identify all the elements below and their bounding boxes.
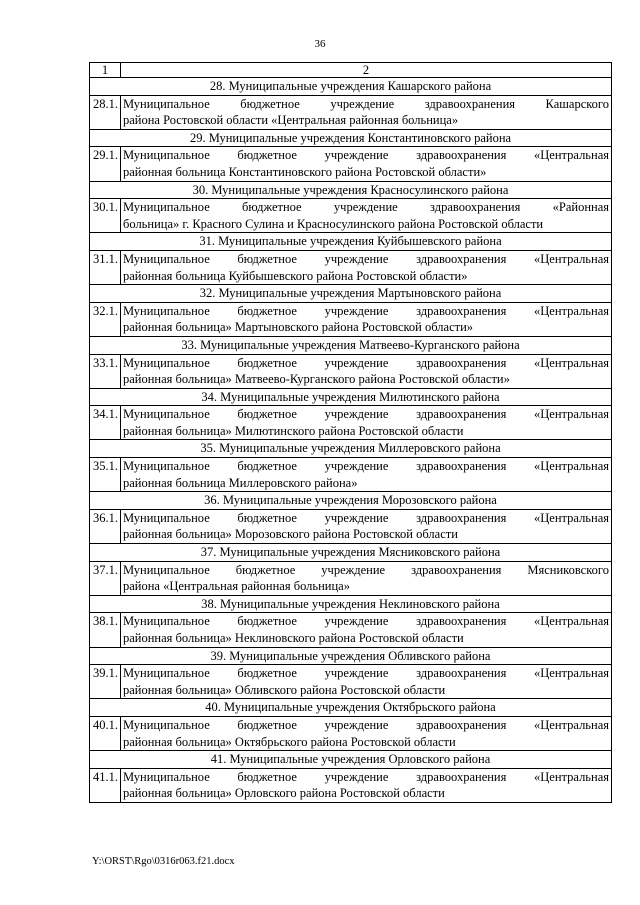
institution-name-line-1: Муниципальное бюджетное учреждение здравоохранения «Центральная: [123, 510, 609, 525]
institution-name-line-1: Муниципальное бюджетное учреждение здравоохранения «Центральная: [123, 303, 609, 318]
institution-name: [121, 613, 612, 647]
institution-name-line-1: Муниципальное бюджетное учреждение здравоохранения «Центральная: [123, 355, 609, 370]
institution-name: [121, 354, 612, 388]
section-title-row: [90, 129, 612, 147]
item-number: 29.1.: [90, 147, 121, 181]
section-title-row: [90, 440, 612, 458]
table-row: [90, 147, 612, 181]
institution-name-line-1: Муниципальное бюджетное учреждение здравоохранения «Центральная: [123, 251, 609, 266]
table-row: [90, 509, 612, 543]
section-title-row: [90, 751, 612, 769]
section-title-row: [90, 544, 612, 562]
section-title: 33. Муниципальные учреждения Матвеево-Курганского района: [90, 336, 612, 354]
institution-name: [121, 302, 612, 336]
institution-name: [121, 768, 612, 802]
table-row: [90, 199, 612, 233]
table-row: [90, 716, 612, 750]
section-title: 37. Муниципальные учреждения Мясниковского района: [90, 544, 612, 562]
institution-name-line-2: районная больница Миллеровского района»: [123, 475, 358, 490]
table-row: [90, 458, 612, 492]
section-title: 32. Муниципальные учреждения Мартыновского района: [90, 285, 612, 303]
institution-name-line-2: районная больница» Матвеево-Курганского района Ростовской области»: [123, 372, 510, 387]
section-title-row: [90, 492, 612, 510]
section-title: 30. Муниципальные учреждения Красносулинского района: [90, 181, 612, 199]
item-number: 30.1.: [90, 199, 121, 233]
section-title: 34. Муниципальные учреждения Милютинского района: [90, 388, 612, 406]
item-number: 28.1.: [90, 95, 121, 129]
section-title: 38. Муниципальные учреждения Неклиновского района: [90, 595, 612, 613]
section-title-row: [90, 181, 612, 199]
institution-name: [121, 509, 612, 543]
section-title-row: [90, 699, 612, 717]
item-number: 33.1.: [90, 354, 121, 388]
table-row: [90, 613, 612, 647]
table-row: [90, 768, 612, 802]
institution-name-line-2: больница» г. Красного Сулина и Красносулинского района Ростовской области: [123, 216, 544, 231]
item-number: 37.1.: [90, 561, 121, 595]
institution-name: [121, 406, 612, 440]
item-number: 32.1.: [90, 302, 121, 336]
institution-name-line-1: Муниципальное бюджетное учреждение здравоохранения «Центральная: [123, 666, 609, 681]
item-number: 35.1.: [90, 458, 121, 492]
institution-name-line-2: районная больница» Морозовского района Ростовской области: [123, 527, 458, 542]
item-number: 38.1.: [90, 613, 121, 647]
institution-name-line-2: районная больница» Мартыновского района Ростовской области»: [123, 320, 474, 335]
institution-name: [121, 250, 612, 284]
institution-name: [121, 147, 612, 181]
institution-name-line-1: Муниципальное бюджетное учреждение здравоохранения «Центральная: [123, 717, 609, 732]
institution-name-line-2: районная больница Куйбышевского района Ростовской области»: [123, 268, 468, 283]
table-row: [90, 665, 612, 699]
institution-name-line-2: районная больница» Неклиновского района Ростовской области: [123, 631, 464, 645]
section-title: 31. Муниципальные учреждения Куйбышевского района: [90, 233, 612, 251]
item-number: 41.1.: [90, 768, 121, 802]
section-title: 35. Муниципальные учреждения Миллеровского района: [90, 440, 612, 458]
institution-name: [121, 95, 612, 129]
section-title-row: [90, 388, 612, 406]
institution-name: [121, 561, 612, 595]
table-row: [90, 302, 612, 336]
institution-name-line-2: районная больница» Орловского района Ростовской области: [123, 786, 445, 801]
table-row: [90, 561, 612, 595]
institution-name-line-2: района «Центральная районная больница»: [123, 579, 350, 594]
table-row: [90, 95, 612, 129]
institution-name-line-1: Муниципальное бюджетное учреждение здравоохранения Кашарского: [123, 96, 609, 111]
institution-name-line-1: Муниципальное бюджетное учреждение здравоохранения «Центральная: [123, 459, 609, 474]
table-row: [90, 250, 612, 284]
item-number: 31.1.: [90, 250, 121, 284]
section-title-row: [90, 336, 612, 354]
institution-name-line-2: района Ростовской области «Центральная районная больница»: [123, 113, 459, 128]
table-row: [90, 406, 612, 440]
institution-name-line-1: Муниципальное бюджетное учреждение здравоохранения «Центральная: [123, 614, 609, 629]
header-col-2: 2: [121, 63, 612, 78]
item-number: 39.1.: [90, 665, 121, 699]
header-col-1: 1: [90, 63, 121, 78]
institution-name: [121, 458, 612, 492]
table-header-row: [90, 63, 612, 78]
item-number: 34.1.: [90, 406, 121, 440]
section-title-row: [90, 285, 612, 303]
section-title-row: [90, 78, 612, 96]
table-row: [90, 354, 612, 388]
institution-name-line-1: Муниципальное бюджетное учреждение здравоохранения «Центральная: [123, 407, 609, 422]
section-title-row: [90, 595, 612, 613]
institution-name: [121, 665, 612, 699]
footer-file-path: Y:\ORST\Rgo\0316r063.f21.docx: [92, 856, 235, 867]
section-title: 39. Муниципальные учреждения Обливского района: [90, 647, 612, 665]
section-title: 41. Муниципальные учреждения Орловского района: [90, 751, 612, 769]
institution-name-line-1: Муниципальное бюджетное учреждение здравоохранения «Районная: [123, 200, 609, 215]
item-number: 36.1.: [90, 509, 121, 543]
institutions-table: [89, 62, 612, 803]
page-number: 36: [314, 38, 326, 50]
institution-name-line-2: районная больница» Милютинского района Ростовской области: [123, 423, 464, 438]
section-title: 36. Муниципальные учреждения Морозовского района: [90, 492, 612, 510]
section-title: 40. Муниципальные учреждения Октябрьского района: [90, 699, 612, 717]
section-title: 29. Муниципальные учреждения Константиновского района: [90, 129, 612, 147]
section-title-row: [90, 233, 612, 251]
institution-name-line-1: Муниципальное бюджетное учреждение здравоохранения «Центральная: [123, 148, 609, 163]
item-number: 40.1.: [90, 716, 121, 750]
institution-name-line-2: районная больница» Октябрьского района Ростовской области: [123, 734, 456, 749]
institution-name: [121, 716, 612, 750]
institution-name-line-2: районная больница» Обливского района Ростовской области: [123, 682, 446, 697]
section-title-row: [90, 647, 612, 665]
section-title: 28. Муниципальные учреждения Кашарского района: [90, 78, 612, 96]
institution-name: [121, 199, 612, 233]
institution-name-line-1: Муниципальное бюджетное учреждение здравоохранения «Центральная: [123, 769, 609, 784]
institution-name-line-2: районная больница Константиновского района Ростовской области»: [123, 164, 487, 179]
table-body: [90, 63, 612, 803]
institution-name-line-1: Муниципальное бюджетное учреждение здравоохранения Мясниковского: [123, 562, 609, 577]
